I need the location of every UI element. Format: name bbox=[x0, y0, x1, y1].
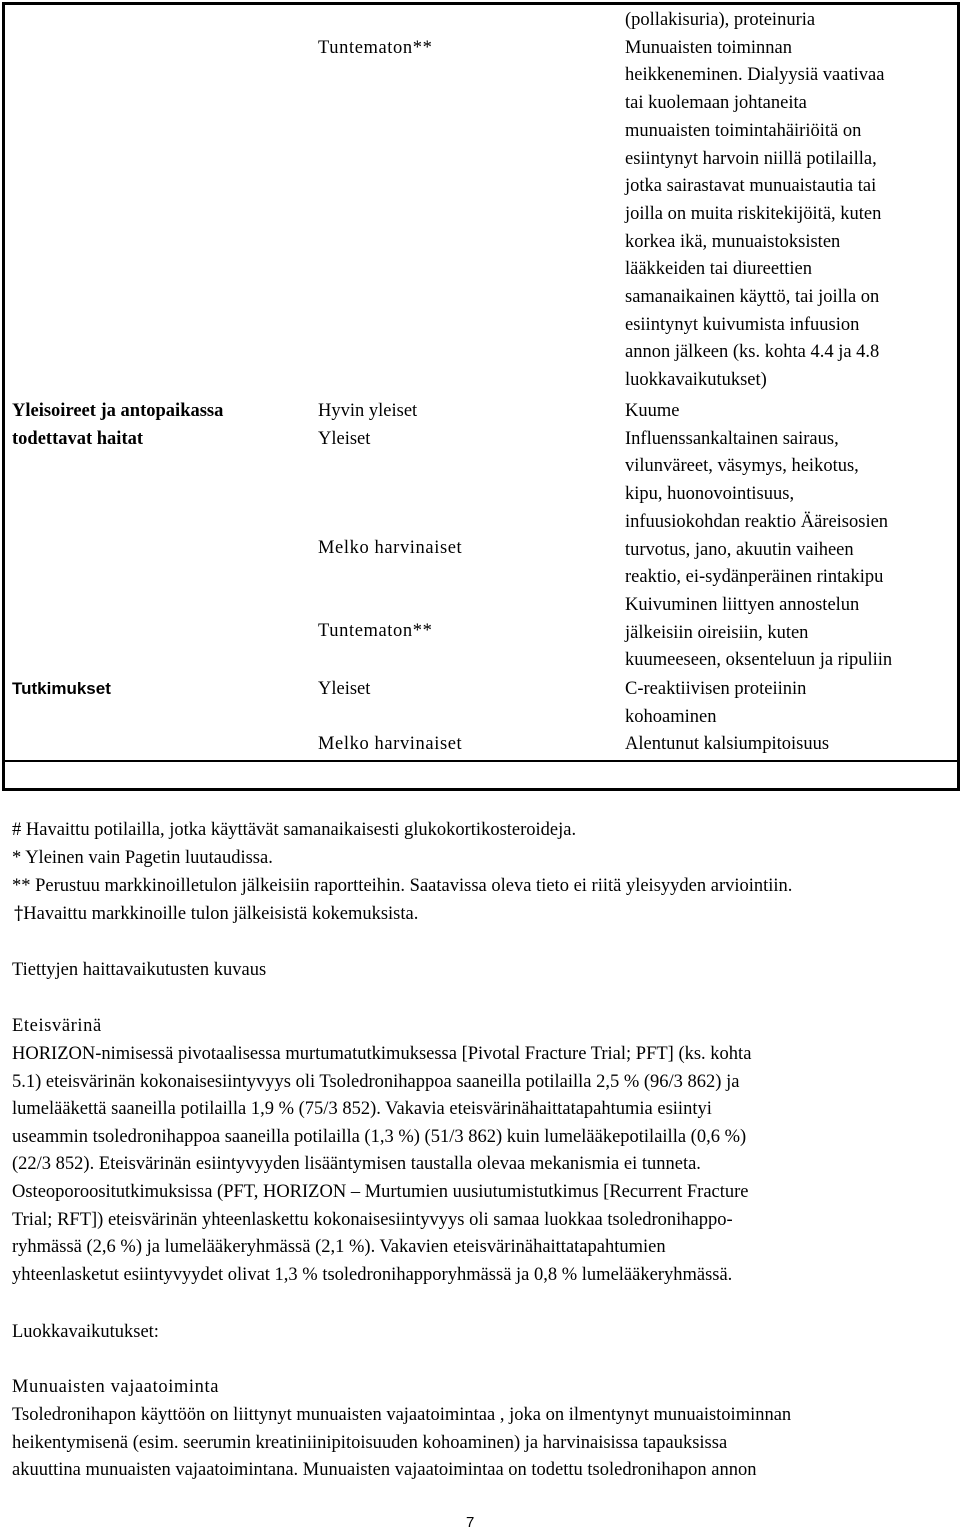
frequency-label: Melko harvinaiset bbox=[318, 734, 463, 754]
effect-line: esiintynyt harvoin niillä potilailla, bbox=[625, 148, 877, 169]
category-label: Yleisoireet ja antopaikassa bbox=[12, 401, 224, 421]
effect-line: munuaisten toimintahäiriöitä on bbox=[625, 120, 862, 141]
subsection-heading-atrial: Eteisvärinä bbox=[12, 1016, 102, 1036]
category-label: Tutkimukset bbox=[12, 679, 111, 698]
dagger-text: Havaittu markkinoille tulon jälkeisistä kokemuksista. bbox=[23, 904, 419, 924]
effect-line: annon jälkeen (ks. kohta 4.4 ja 4.8 bbox=[625, 342, 880, 363]
effect-line: infuusiokohdan reaktio Ääreisosien bbox=[625, 511, 889, 532]
paragraph-line: (22/3 852). Eteisvärinän esiintyvyyden lisääntymisen taustalla olevaa mekanismia ei tunneta. bbox=[12, 1154, 701, 1175]
effect-line: kipu, huonovointisuus, bbox=[625, 484, 795, 505]
effect-line: Kuume bbox=[625, 401, 680, 421]
effect-line: samanaikainen käyttö, tai joilla on bbox=[625, 287, 880, 307]
footnote: * Yleinen vain Pagetin luutaudissa. bbox=[12, 848, 273, 868]
effect-line: jotka sairastavat munuaistautia tai bbox=[625, 176, 877, 197]
effect-line: (pollakisuria), proteinuria bbox=[625, 10, 816, 30]
paragraph-line: ryhmässä (2,6 %) ja lumelääkeryhmässä (2,1 %). Vakavien eteisvärinähaittatapahtumien bbox=[12, 1237, 666, 1258]
paragraph-line: 5.1) eteisvärinän kokonaisesiintyvyys oli Tsoledronihappoa saaneilla potilailla 2,5 % (96/3 862) ja bbox=[12, 1071, 740, 1092]
effect-line: jälkeisiin oireisiin, kuten bbox=[625, 622, 809, 643]
frequency-label: Melko harvinaiset bbox=[318, 538, 463, 558]
effect-line: reaktio, ei-sydänperäinen rintakipu bbox=[625, 567, 884, 588]
frequency-label: Yleiset bbox=[318, 679, 371, 699]
paragraph-line: akuuttina munuaisten vajaatoimintana. Munuaisten vajaatoimintaa on todettu tsoledronihapon annon bbox=[12, 1460, 757, 1481]
frequency-label: Tuntematon** bbox=[318, 38, 433, 58]
paragraph-line: yhteenlasketut esiintyvyydet olivat 1,3 % tsoledronihapporyhmässä ja 0,8 % lumelääkeryhmässä. bbox=[12, 1264, 733, 1285]
effect-line: Munuaisten toiminnan bbox=[625, 37, 792, 58]
frequency-label: Hyvin yleiset bbox=[318, 401, 418, 421]
frequency-label: Tuntematon** bbox=[318, 621, 433, 641]
paragraph-line: Osteoporoositutkimuksissa (PFT, HORIZON – Murtumien uusiutumistutkimus [Recurrent Fracture bbox=[12, 1182, 749, 1202]
effect-line: Alentunut kalsiumpitoisuus bbox=[625, 734, 830, 755]
paragraph-line: useammin tsoledronihappoa saaneilla potilailla (1,3 %) (51/3 862) kuin lumelääkepotilailla (0,6 %) bbox=[12, 1126, 747, 1147]
effect-line: luokkavaikutukset) bbox=[625, 370, 767, 391]
subsection-heading-renal: Munuaisten vajaatoiminta bbox=[12, 1377, 220, 1397]
class-effects-heading: Luokkavaikutukset: bbox=[12, 1322, 159, 1342]
footnote: # Havaittu potilailla, jotka käyttävät samanaikaisesti glukokortikosteroideja. bbox=[12, 820, 577, 840]
category-label: todettavat haitat bbox=[12, 429, 144, 449]
effect-line: vilunväreet, väsymys, heikotus, bbox=[625, 456, 859, 477]
section-heading: Tiettyjen haittavaikutusten kuvaus bbox=[12, 960, 267, 980]
paragraph-line: Tsoledronihapon käyttöön on liittynyt munuaisten vajaatoimintaa , joka on ilmentynyt munuaistoiminnan bbox=[12, 1405, 792, 1425]
paragraph-line: Trial; RFT]) eteisvärinän yhteenlaskettu kokonaisesiintyvyys oli samaa luokkaa tsoledronihappo- bbox=[12, 1209, 733, 1230]
effect-line: turvotus, jano, akuutin vaiheen bbox=[625, 539, 854, 560]
frequency-label: Yleiset bbox=[318, 429, 371, 449]
effect-line: Influenssankaltainen sairaus, bbox=[625, 428, 839, 449]
paragraph-line: heikentymisenä (esim. seerumin kreatiniinipitoisuuden kohoaminen) ja harvinaisissa tapauksissa bbox=[12, 1432, 728, 1453]
effect-line: lääkkeiden tai diureettien bbox=[625, 259, 812, 280]
effect-line: heikkeneminen. Dialyysiä vaativaa bbox=[625, 65, 885, 86]
effect-line: C-reaktiivisen proteiinin bbox=[625, 679, 807, 699]
table-bottom-row-divider bbox=[2, 760, 958, 762]
paragraph-line: HORIZON-nimisessä pivotaalisessa murtumatutkimuksessa [Pivotal Fracture Trial; PFT] (ks. kohta bbox=[12, 1044, 752, 1064]
effect-line: korkea ikä, munuaistoksisten bbox=[625, 231, 841, 252]
effect-line: kuumeeseen, oksenteluun ja ripuliin bbox=[625, 650, 893, 671]
effect-line: tai kuolemaan johtaneita bbox=[625, 93, 807, 114]
footnote: ** Perustuu markkinoilletulon jälkeisiin raportteihin. Saatavissa oleva tieto ei riitä yleisyyden arviointiin. bbox=[12, 876, 793, 896]
effect-line: Kuivuminen liittyen annostelun bbox=[625, 594, 860, 615]
effect-line: joilla on muita riskitekijöitä, kuten bbox=[625, 203, 882, 224]
effect-line: kohoaminen bbox=[625, 706, 717, 727]
dagger-symbol: † bbox=[14, 903, 24, 924]
footnote-dagger bbox=[14, 900, 418, 928]
effect-line: esiintynyt kuivumista infuusion bbox=[625, 314, 860, 335]
page-number: 7 bbox=[466, 1514, 475, 1531]
paragraph-line: lumelääkettä saaneilla potilailla 1,9 % (75/3 852). Vakavia eteisvärinähaittatapahtumia esiintyi bbox=[12, 1099, 712, 1120]
